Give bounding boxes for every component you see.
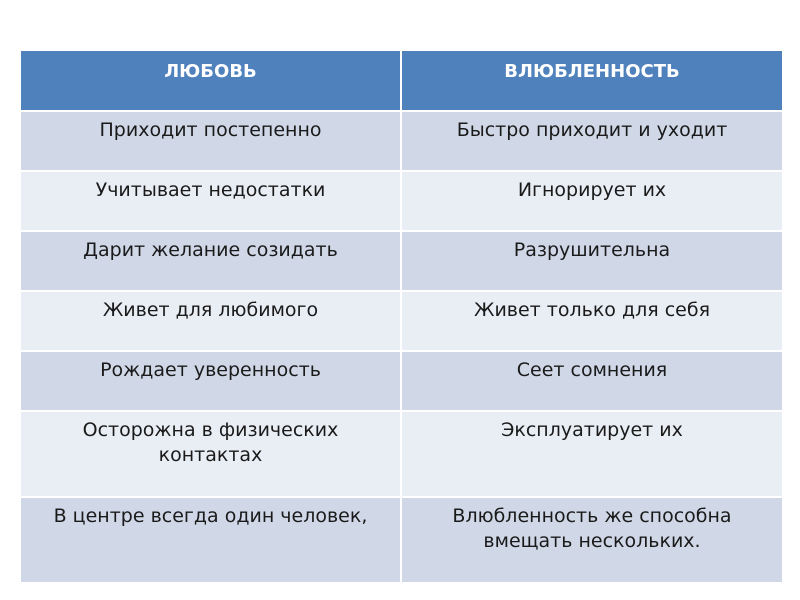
infatuation-cell: Живет только для себя [401,291,783,351]
table-row [20,231,783,291]
love-cell: Живет для любимого [20,291,401,351]
love-cell: Рождает уверенность [20,351,401,411]
table-row [20,351,783,411]
love-cell: Учитывает недостатки [20,171,401,231]
comparison-table [19,49,784,584]
table-row [20,291,783,351]
love-cell: Осторожна в физических контактах [20,411,401,497]
table-body [20,111,783,583]
infatuation-cell: Сеет сомнения [401,351,783,411]
love-cell: В центре всегда один человек, [20,497,401,583]
love-cell: Приходит постепенно [20,111,401,171]
infatuation-cell: Быстро приходит и уходит [401,111,783,171]
infatuation-cell: Разрушительна [401,231,783,291]
infatuation-cell: Игнорирует их [401,171,783,231]
header-row [20,50,783,111]
table-header [20,50,783,111]
infatuation-cell: Эксплуатирует их [401,411,783,497]
table-row [20,497,783,583]
header-infatuation: ВЛЮБЛЕННОСТЬ [401,50,783,111]
love-cell: Дарит желание созидать [20,231,401,291]
table-row [20,411,783,497]
header-love: ЛЮБОВЬ [20,50,401,111]
table-row [20,111,783,171]
table-row [20,171,783,231]
infatuation-cell: Влюбленность же способна вмещать нескольких. [401,497,783,583]
